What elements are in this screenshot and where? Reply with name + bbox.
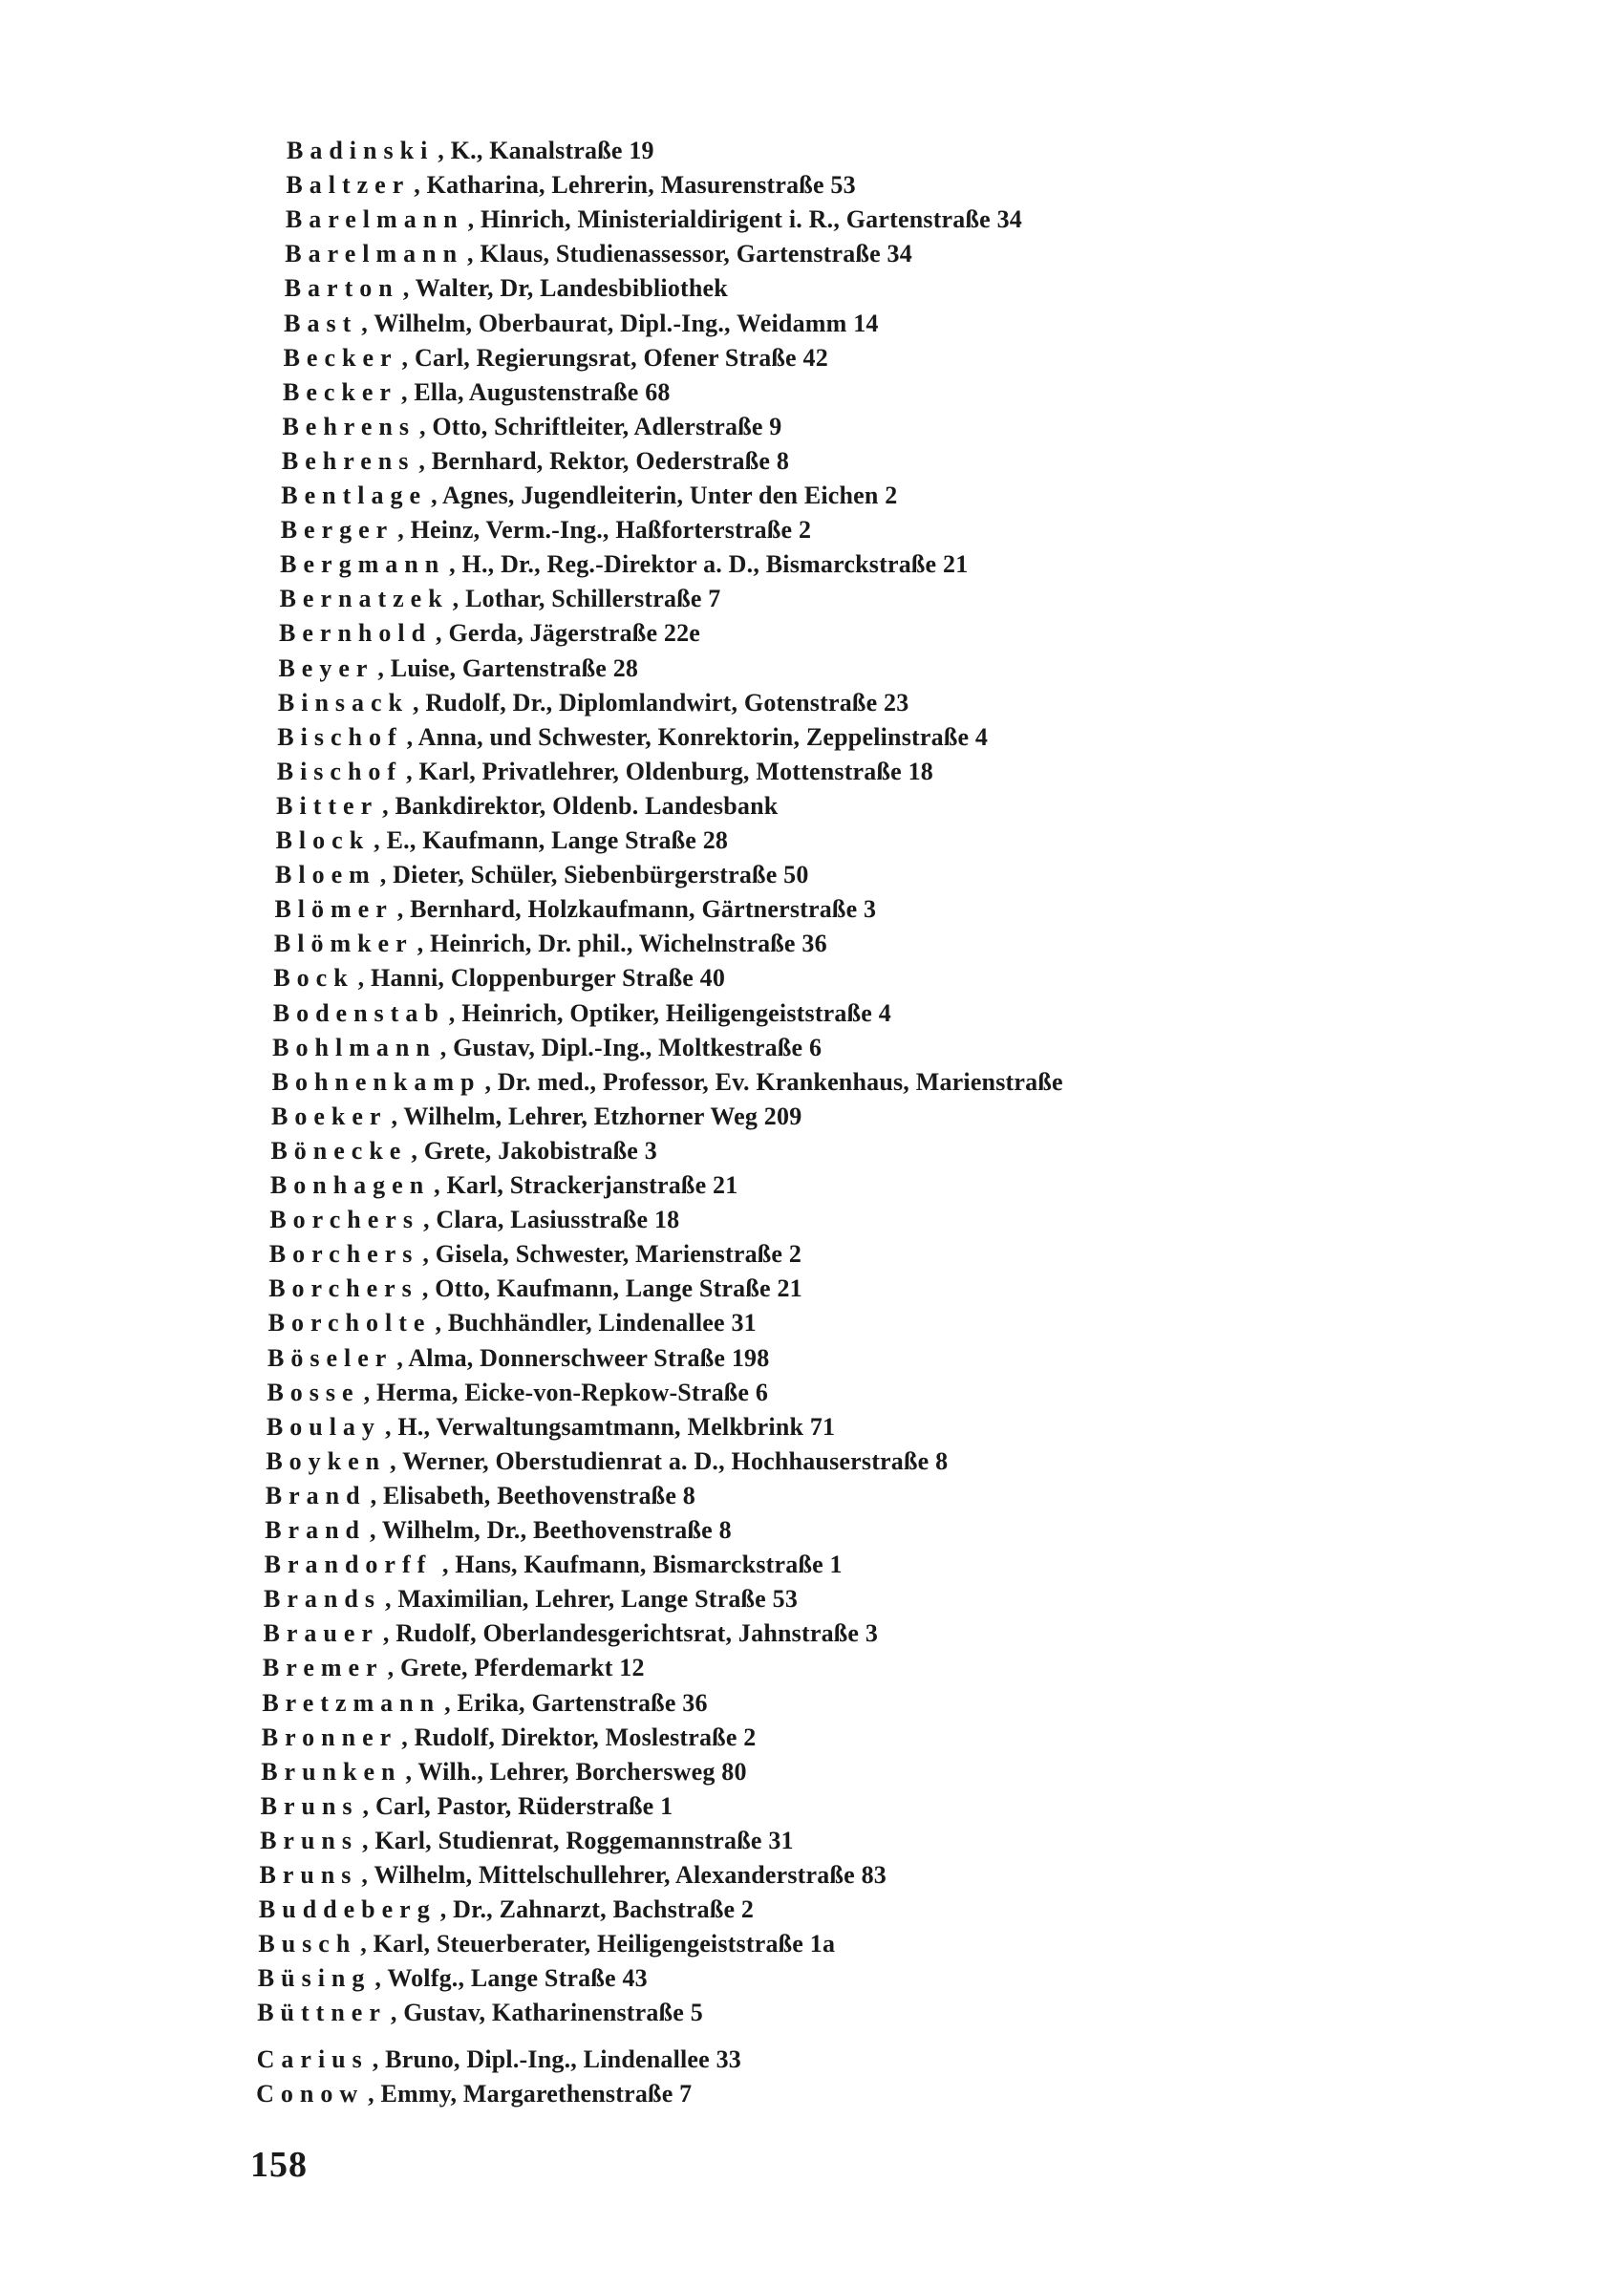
entry-details: , Wilhelm, Oberbaurat, Dipl.-Ing., Weidamm 14 bbox=[361, 309, 879, 337]
entry-details: , Dr. med., Professor, Ev. Krankenhaus, Marienstraße bbox=[484, 1067, 1063, 1096]
entry-details: , Buchhändler, Lindenallee 31 bbox=[435, 1309, 757, 1338]
list-item bbox=[265, 1513, 732, 1548]
list-item bbox=[272, 1031, 822, 1065]
entry-details: , Wilhelm, Dr., Beethovenstraße 8 bbox=[370, 1516, 732, 1544]
entry-details: , Rudolf, Dr., Diplomlandwirt, Gotenstraße 23 bbox=[413, 688, 909, 717]
entry-details: , Karl, Steuerberater, Heiligengeiststraße 1a bbox=[360, 1930, 836, 1958]
list-item bbox=[266, 1445, 948, 1479]
entry-details: , Dr., Zahnarzt, Bachstraße 2 bbox=[439, 1895, 755, 1924]
entry-surname: Büsing bbox=[257, 1964, 372, 1993]
list-item bbox=[272, 1065, 1063, 1100]
entry-details: , Wilhelm, Mittelschullehrer, Alexanderstraße 83 bbox=[361, 1861, 887, 1889]
entry-details: , Rudolf, Direktor, Moslestraße 2 bbox=[401, 1723, 757, 1751]
list-item bbox=[276, 789, 778, 824]
list-item bbox=[271, 1100, 801, 1134]
entry-surname: Bentlage bbox=[281, 482, 428, 509]
entry-details: , Wilhelm, Lehrer, Etzhorner Weg 209 bbox=[391, 1102, 802, 1130]
entry-surname: Borchers bbox=[268, 1274, 418, 1303]
entry-details: , Ella, Augustenstraße 68 bbox=[400, 377, 671, 406]
list-item bbox=[284, 341, 828, 375]
entry-surname: Bast bbox=[284, 309, 358, 337]
list-item bbox=[274, 927, 827, 961]
entry-details: , Gustav, Dipl.-Ing., Moltkestraße 6 bbox=[439, 1033, 823, 1061]
entry-surname: Becker bbox=[283, 377, 397, 406]
entry-surname: Bosse bbox=[267, 1378, 360, 1406]
entry-details: , Wilh., Lehrer, Borchersweg 80 bbox=[405, 1757, 747, 1786]
entry-surname: Bremer bbox=[262, 1654, 384, 1682]
list-item bbox=[257, 2043, 741, 2077]
entry-surname: Bohnenkamp bbox=[271, 1067, 481, 1096]
entry-details: , Carl, Regierungsrat, Ofener Straße 42 bbox=[401, 343, 828, 372]
entry-details: , Bernhard, Rektor, Oederstraße 8 bbox=[418, 446, 790, 475]
entry-details: , Maximilian, Lehrer, Lange Straße 53 bbox=[384, 1585, 799, 1614]
entry-details: , Karl, Strackerjanstraße 21 bbox=[434, 1171, 738, 1199]
entry-surname: Bernatzek bbox=[279, 585, 449, 613]
list-item bbox=[273, 996, 891, 1031]
list-item bbox=[281, 513, 811, 547]
list-item bbox=[270, 1168, 738, 1203]
entry-surname: Boyken bbox=[266, 1446, 387, 1475]
entry-details: , Gerda, Jägerstraße 22e bbox=[436, 619, 701, 648]
list-item bbox=[257, 1996, 703, 2030]
entry-surname: Behrens bbox=[281, 446, 416, 475]
entry-surname: Bernhold bbox=[279, 619, 433, 648]
list-item bbox=[269, 1203, 679, 1237]
entry-surname: Berger bbox=[280, 516, 395, 545]
page-number: 158 bbox=[250, 2145, 308, 2185]
entry-surname: Bodenstab bbox=[272, 998, 445, 1027]
entry-surname: Borchers bbox=[268, 1240, 419, 1269]
entry-surname: Blömker bbox=[273, 930, 414, 958]
entry-details: , Bernhard, Holzkaufmann, Gärtnerstraße 3 bbox=[396, 895, 877, 924]
entry-surname: Borchers bbox=[269, 1206, 419, 1234]
list-item bbox=[287, 134, 654, 168]
entry-surname: Bloem bbox=[275, 861, 376, 889]
entry-details: , Elisabeth, Beethovenstraße 8 bbox=[370, 1481, 695, 1509]
entry-surname: Bruns bbox=[259, 1861, 358, 1889]
entry-details: , Wolfg., Lange Straße 43 bbox=[374, 1964, 648, 1993]
list-item bbox=[273, 961, 725, 995]
entry-details: , Heinz, Verm.-Ing., Haßforterstraße 2 bbox=[397, 516, 812, 545]
list-item bbox=[274, 892, 876, 927]
entry-surname: Bonhagen bbox=[269, 1171, 431, 1199]
entry-details: , Heinrich, Dr. phil., Wichelnstraße 36 bbox=[417, 930, 827, 958]
entry-surname: Böseler bbox=[267, 1343, 394, 1372]
entry-details: , K., Kanalstraße 19 bbox=[438, 137, 654, 164]
entry-details: , Bankdirektor, Oldenb. Landesbank bbox=[382, 791, 779, 820]
entry-surname: Brunken bbox=[261, 1757, 402, 1786]
entry-details: , Grete, Jakobistraße 3 bbox=[411, 1136, 657, 1165]
entry-surname: Bronner bbox=[261, 1723, 398, 1751]
list-item bbox=[285, 237, 912, 271]
entry-surname: Badinski bbox=[287, 137, 435, 164]
entry-details: , Anna, und Schwester, Konrektorin, Zeppelinstraße 4 bbox=[406, 722, 989, 751]
entry-surname: Barelmann bbox=[285, 205, 464, 234]
list-item bbox=[275, 858, 809, 892]
entry-surname: Bitter bbox=[276, 791, 379, 820]
entry-surname: Bretzmann bbox=[262, 1688, 441, 1717]
list-item bbox=[263, 1651, 645, 1685]
entry-details: , Hans, Kaufmann, Bismarckstraße 1 bbox=[436, 1551, 843, 1579]
list-item bbox=[258, 1927, 835, 1961]
list-item bbox=[268, 1272, 802, 1306]
list-item bbox=[263, 1616, 878, 1651]
list-item bbox=[282, 410, 781, 444]
entry-surname: Bohlmann bbox=[272, 1033, 437, 1061]
list-item bbox=[278, 686, 909, 720]
entry-details: , Luise, Gartenstraße 28 bbox=[377, 653, 639, 682]
entry-surname: Behrens bbox=[282, 412, 416, 440]
list-item bbox=[276, 824, 729, 858]
entry-details: , Gustav, Katharinenstraße 5 bbox=[390, 1999, 703, 2027]
entry-surname: Brand bbox=[265, 1516, 366, 1544]
entry-surname: Busch bbox=[258, 1930, 357, 1958]
entry-details: , Otto, Schriftleiter, Adlerstraße 9 bbox=[418, 412, 782, 440]
entry-details: , Erika, Gartenstraße 36 bbox=[444, 1688, 708, 1717]
entry-details: , Bruno, Dipl.-Ing., Lindenallee 33 bbox=[372, 2044, 741, 2073]
entry-details: , Gisela, Schwester, Marienstraße 2 bbox=[422, 1240, 802, 1269]
list-item bbox=[283, 375, 671, 410]
list-item bbox=[260, 1824, 794, 1858]
list-item bbox=[261, 1755, 746, 1789]
entry-surname: Boeker bbox=[271, 1102, 388, 1130]
entry-details: , E., Kaufmann, Lange Straße 28 bbox=[374, 826, 729, 854]
entry-surname: Brandorff bbox=[264, 1551, 433, 1579]
entry-surname: Baltzer bbox=[286, 171, 411, 200]
list-item bbox=[264, 1582, 798, 1616]
list-item bbox=[268, 1306, 757, 1340]
list-item bbox=[262, 1686, 707, 1721]
entry-surname: Block bbox=[275, 826, 371, 854]
list-item bbox=[280, 582, 721, 616]
entry-details: , Walter, Dr, Landesbibliothek bbox=[402, 274, 728, 303]
entry-surname: Brand bbox=[265, 1481, 367, 1509]
entry-details: , Emmy, Margarethenstraße 7 bbox=[368, 2079, 693, 2108]
entry-surname: Büttner bbox=[257, 1999, 387, 2027]
entry-surname: Beyer bbox=[278, 653, 374, 682]
list-item bbox=[286, 203, 1022, 237]
entry-details: , Karl, Privatlehrer, Oldenburg, Mottenstraße 18 bbox=[406, 757, 933, 785]
entry-surname: Bruns bbox=[260, 1826, 358, 1854]
entry-surname: Becker bbox=[283, 343, 398, 372]
entry-surname: Borcholte bbox=[267, 1309, 432, 1338]
entry-surname: Bergmann bbox=[280, 550, 446, 579]
entry-details: , Otto, Kaufmann, Lange Straße 21 bbox=[421, 1274, 802, 1303]
list-item bbox=[266, 1479, 695, 1513]
list-item bbox=[280, 547, 968, 582]
list-item bbox=[256, 2077, 692, 2111]
entry-details: , Werner, Oberstudienrat a. D., Hochhauserstraße 8 bbox=[390, 1446, 949, 1475]
entry-details: , Grete, Pferdemarkt 12 bbox=[387, 1654, 645, 1682]
list-item bbox=[259, 1893, 754, 1927]
list-item bbox=[260, 1858, 887, 1893]
entry-details: , H., Dr., Reg.-Direktor a. D., Bismarckstraße 21 bbox=[449, 550, 969, 579]
entry-surname: Buddeberg bbox=[258, 1895, 437, 1924]
list-item bbox=[269, 1237, 801, 1272]
list-item bbox=[281, 479, 897, 513]
entry-surname: Barton bbox=[284, 274, 399, 303]
list-item bbox=[262, 1721, 757, 1755]
entry-details: , Hinrich, Ministerialdirigent i. R., Gartenstraße 34 bbox=[467, 205, 1022, 234]
entry-surname: Brauer bbox=[263, 1619, 379, 1648]
entry-surname: Bock bbox=[273, 964, 354, 993]
entry-details: , Carl, Pastor, Rüderstraße 1 bbox=[362, 1791, 673, 1820]
entry-details: , Lothar, Schillerstraße 7 bbox=[452, 585, 721, 613]
entry-surname: Binsack bbox=[277, 688, 410, 717]
entry-surname: Bischof bbox=[276, 757, 403, 785]
entry-details: , Agnes, Jugendleiterin, Unter den Eichen 2 bbox=[431, 482, 898, 509]
list-item bbox=[265, 1548, 843, 1582]
list-item bbox=[277, 720, 988, 755]
list-item bbox=[270, 1134, 656, 1168]
entry-surname: Conow bbox=[256, 2079, 365, 2108]
entry-surname: Boulay bbox=[266, 1412, 381, 1441]
list-item bbox=[258, 1961, 648, 1996]
entry-details: , Karl, Studienrat, Roggemannstraße 31 bbox=[361, 1826, 794, 1854]
entry-details: , Heinrich, Optiker, Heiligengeiststraße 4 bbox=[448, 998, 891, 1027]
list-item bbox=[278, 652, 638, 686]
list-item bbox=[282, 444, 789, 479]
list-item bbox=[284, 307, 878, 341]
list-item bbox=[277, 755, 933, 789]
entry-details: , Rudolf, Oberlandesgerichtsrat, Jahnstraße 3 bbox=[382, 1619, 879, 1648]
list-item bbox=[267, 1410, 835, 1445]
entry-details: , Clara, Lasiusstraße 18 bbox=[422, 1206, 680, 1234]
entry-surname: Carius bbox=[256, 2044, 369, 2073]
entry-details: , H., Verwaltungsamtmann, Melkbrink 71 bbox=[384, 1412, 836, 1441]
entry-details: , Alma, Donnerschweer Straße 198 bbox=[396, 1343, 770, 1372]
list-item bbox=[286, 168, 855, 203]
entry-surname: Bruns bbox=[260, 1791, 359, 1820]
entry-details: , Herma, Eicke-von-Repkow-Straße 6 bbox=[363, 1378, 769, 1406]
list-item bbox=[285, 271, 728, 306]
entry-surname: Blömer bbox=[274, 895, 394, 924]
list-item bbox=[279, 616, 700, 651]
list-item bbox=[267, 1341, 769, 1376]
entry-surname: Bönecke bbox=[270, 1136, 408, 1165]
entry-details: , Hanni, Cloppenburger Straße 40 bbox=[357, 964, 726, 993]
entry-surname: Barelmann bbox=[285, 240, 464, 268]
entry-details: , Katharina, Lehrerin, Masurenstraße 53 bbox=[414, 171, 856, 200]
list-item bbox=[261, 1789, 673, 1824]
entry-surname: Brands bbox=[264, 1585, 381, 1614]
entry-details: , Klaus, Studienassessor, Gartenstraße 34 bbox=[467, 240, 912, 268]
entry-details: , Dieter, Schüler, Siebenbürgerstraße 50 bbox=[379, 861, 809, 889]
entry-surname: Bischof bbox=[277, 722, 403, 751]
list-item bbox=[267, 1376, 768, 1410]
